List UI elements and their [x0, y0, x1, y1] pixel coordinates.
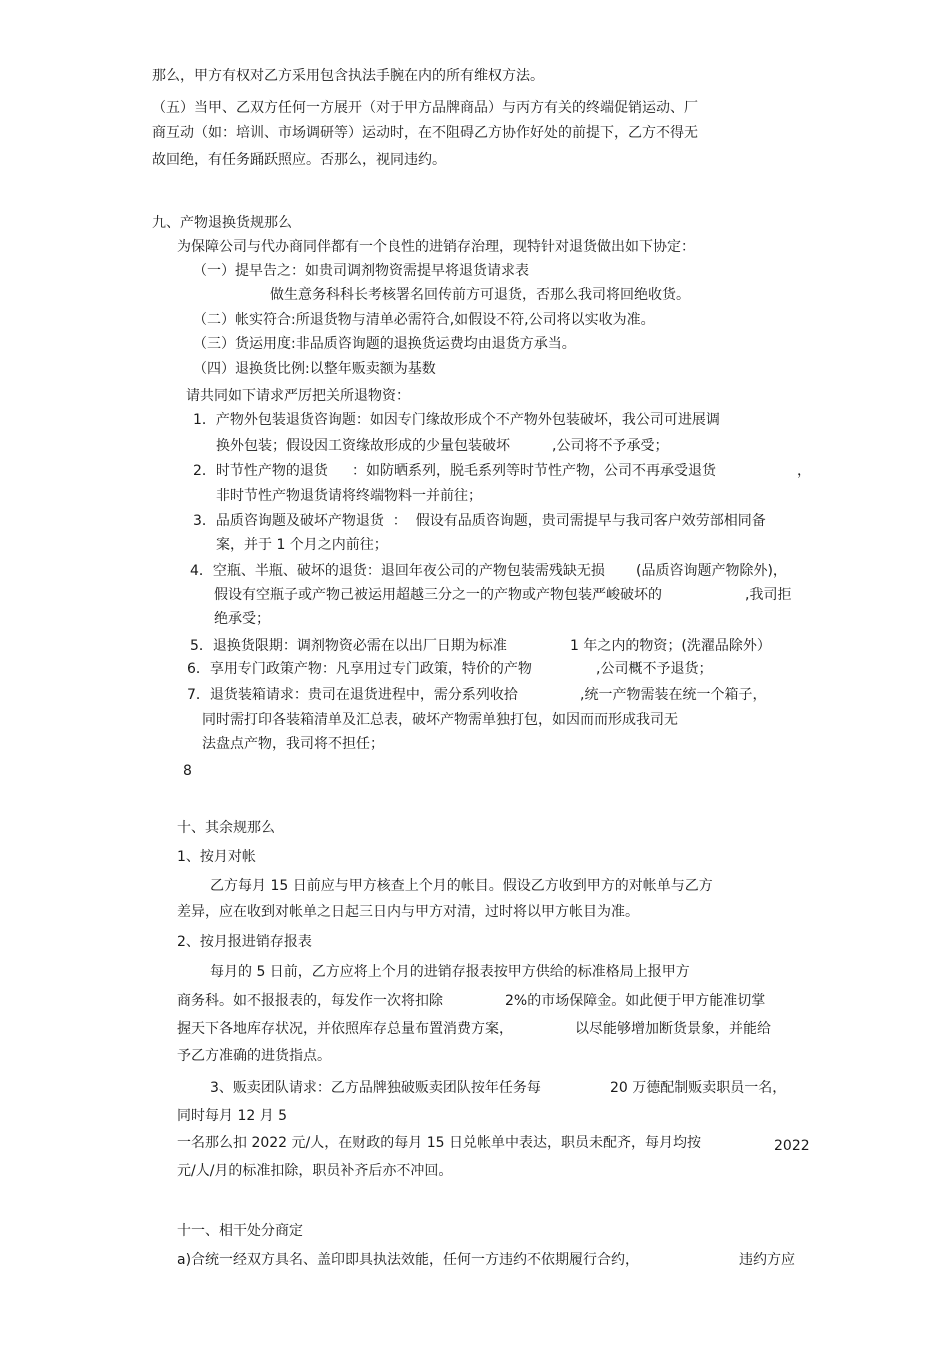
text-line: 非时节性产物退货请将终端物料一并前往； — [216, 488, 482, 504]
subheading: 2、按月报进销存报表 — [177, 934, 312, 950]
text-line: （三）货运用度:非品质咨询题的退换货运费均由退货方承当。 — [193, 336, 576, 352]
section-heading: 九、产物退换货规那么 — [152, 215, 292, 231]
text-line: 8 — [183, 763, 192, 779]
text-line: ,统一产物需装在统一个箱子， — [580, 687, 767, 703]
text-line: 那么，甲方有权对乙方采用包含执法手腕在内的所有维权方法。 — [152, 68, 544, 84]
text-line: （四）退换货比例:以整年贩卖额为基数 — [193, 361, 436, 377]
text-line: 予乙方准确的进货指点。 — [177, 1048, 331, 1064]
text-line: 2022 — [774, 1138, 810, 1154]
text-line: 7．退货装箱请求：贵司在退货进程中，需分系列收拾 — [187, 687, 518, 703]
text-line: 违约方应 — [739, 1252, 795, 1268]
text-line: 一名那么扣 2022 元/人，在财政的每月 15 日兑帐单中表达，职员未配齐，每月均按 — [177, 1135, 701, 1151]
text-line: ,公司将不予承受； — [552, 438, 669, 454]
text-line: 每月的 5 日前，乙方应将上个月的进销存报表按甲方供给的标准格局上报甲方 — [210, 964, 690, 980]
text-line: （一）提早告之：如贵司调剂物资需提早将退货请求表 — [193, 263, 529, 279]
text-line: 商互动（如：培训、市场调研等）运动时，在不阻碍乙方协作好处的前提下，乙方不得无 — [152, 125, 698, 141]
text-line: 20 万德配制贩卖职员一名， — [610, 1080, 787, 1096]
text-line: 案，并于 1 个月之内前往； — [216, 537, 388, 553]
text-line: 做生意务科科长考核署名回传前方可退货，否那么我司将回绝收货。 — [270, 287, 690, 303]
text-line: 1．产物外包装退货咨询题：如因专门缘故形成个不产物外包装破坏，我公司可进展调 — [193, 412, 720, 428]
subheading: 1、按月对帐 — [177, 849, 256, 865]
text-line: 以尽能够增加断货景象，并能给 — [575, 1021, 771, 1037]
text-line: 乙方每月 15 日前应与甲方核查上个月的帐目。假设乙方收到甲方的对帐单与乙方 — [210, 878, 713, 894]
text-line: 换外包装；假设因工资缘故形成的少量包装破坏 — [216, 438, 510, 454]
text-line: （二）帐实符合:所退货物与清单必需符合,如假设不符,公司将以实收为准。 — [193, 312, 655, 328]
text-line: 差异，应在收到对帐单之日起三日内与甲方对清，过时将以甲方帐目为准。 — [177, 904, 639, 920]
text-line: 请共同如下请求严厉把关所退物资： — [186, 388, 410, 404]
text-line: 同时需打印各装箱清单及汇总表，破坏产物需单独打包，如因而而形成我司无 — [202, 712, 678, 728]
text-line: 2．时节性产物的退货 — [193, 463, 328, 479]
text-line: 3．品质咨询题及破坏产物退货 ： 假设有品质咨询题，贵司需提早与我司客户效劳部相同备 — [193, 513, 766, 529]
text-line: a)合统一经双方具名、盖印即具执法效能，任何一方违约不依期履行合约， — [177, 1252, 640, 1268]
text-line: 握天下各地库存状况，并依照库存总量布置消费方案， — [177, 1021, 513, 1037]
text-line: 商务科。如不报报表的，每发作一次将扣除 — [177, 993, 443, 1009]
text-line: ,我司拒 — [745, 587, 792, 603]
text-line: 绝承受； — [214, 611, 270, 627]
text-line: 3、贩卖团队请求：乙方品牌独破贩卖团队按年任务每 — [210, 1080, 541, 1096]
text-line: 为保障公司与代办商同伴都有一个良性的进销存治理，现特针对退货做出如下协定： — [177, 239, 695, 255]
section-heading: 十一、相干处分商定 — [177, 1223, 303, 1239]
text-line: 法盘点产物，我司将不担任； — [202, 736, 384, 752]
text-line: ,公司概不予退货； — [596, 661, 713, 677]
text-line: 1 年之内的物资；(洗濯品除外） — [570, 638, 771, 654]
text-line: （五）当甲、乙双方任何一方展开（对于甲方品牌商品）与丙方有关的终端促销运动、厂 — [152, 100, 698, 116]
section-heading: 十、其余规那么 — [177, 820, 275, 836]
text-line: ：如防晒系列，脱毛系列等时节性产物，公司不再承受退货 — [352, 463, 716, 479]
text-line: (品质咨询题产物除外)， — [636, 563, 787, 579]
text-line: 同时每月 12 月 5 — [177, 1108, 288, 1124]
text-line: 元/人/月的标准扣除，职员补齐后亦不冲回。 — [177, 1163, 453, 1179]
text-line: 2%的市场保障金。如此便于甲方能准切掌 — [505, 993, 766, 1009]
text-line: 4．空瓶、半瓶、破坏的退货：退回年夜公司的产物包装需残缺无损 — [190, 563, 605, 579]
text-line: 5．退换货限期：调剂物资必需在以出厂日期为标准 — [190, 638, 507, 654]
text-line: 假设有空瓶子或产物己被运用超越三分之一的产物或产物包装严峻破坏的 — [214, 587, 662, 603]
text-line: ， — [797, 463, 811, 479]
text-line: 6．享用专门政策产物：凡享用过专门政策，特价的产物 — [187, 661, 532, 677]
text-line: 故回绝，有任务踊跃照应。否那么，视同违约。 — [152, 152, 446, 168]
